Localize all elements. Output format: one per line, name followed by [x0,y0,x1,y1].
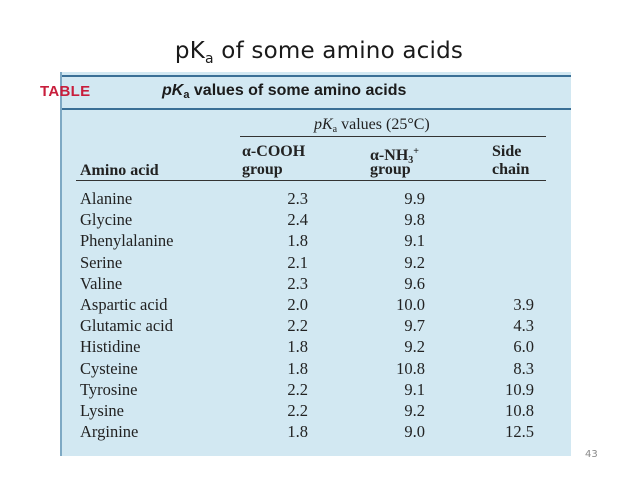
amino-acid-name: Valine [80,273,123,293]
cooh-pka-value: 2.2 [287,316,308,336]
amino-acid-name: Phenylalanine [80,231,174,251]
figure-top-rule [62,75,571,77]
nh3-pka-value: 9.7 [404,316,425,336]
group-header-rule [240,136,546,137]
column-header-side-line1: Side [492,143,522,160]
cooh-pka-value: 2.2 [287,400,308,420]
table-row [62,231,571,252]
table-caption-subscript: a [183,89,190,101]
table-row [62,359,571,380]
cooh-pka-value: 2.2 [287,379,308,399]
amino-acid-name: Glycine [80,210,133,230]
slide-page-number: 43 [585,449,598,460]
amino-acid-name: Tyrosine [80,379,138,399]
side-chain-pka-value: 3.9 [513,294,534,314]
nh3-pka-value: 9.1 [404,379,425,399]
amino-acid-name: Aspartic acid [80,294,168,314]
table-row [62,253,571,274]
side-chain-pka-value: 4.3 [513,316,534,336]
cooh-pka-value: 1.8 [287,422,308,442]
cooh-pka-value: 2.1 [287,252,308,272]
amino-acid-name: Serine [80,252,123,272]
column-header-side-line2: chain [492,161,530,178]
slide-title [0,38,638,67]
cooh-pka-value: 2.3 [287,189,308,208]
figure-header-rule [62,108,571,110]
nh3-pka-value: 9.9 [404,189,425,208]
table-caption [162,82,406,101]
nh3-pka-value: 9.8 [404,210,425,230]
table-row [62,274,571,295]
column-header-cooh-line1: α-COOH [242,143,306,160]
figure-header [40,81,571,105]
column-header-nh3-prefix: α-NH [370,147,409,164]
side-chain-pka-value: 10.9 [505,379,534,399]
column-header-rule [76,180,546,181]
amino-acid-name: Histidine [80,337,141,357]
side-chain-pka-value: 8.3 [513,358,534,378]
column-header-nh3-line2: group [370,161,411,178]
cooh-pka-value: 1.8 [287,231,308,251]
cooh-pka-value: 1.8 [287,358,308,378]
column-header-nh3-superscript: + [413,146,419,157]
slide-title-main: pK [174,38,206,64]
pka-group-header-rest: values (25°C) [337,116,430,133]
nh3-pka-value: 9.0 [404,422,425,442]
table-row [62,380,571,401]
nh3-pka-value: 9.2 [404,252,425,272]
pka-group-header-subscript: a [332,124,338,135]
table-row [62,189,571,210]
amino-acid-name: Glutamic acid [80,316,174,336]
table-caption-rest: values of some amino acids [189,82,407,99]
nh3-pka-value: 9.2 [404,400,425,420]
amino-acid-name: Arginine [80,422,139,442]
column-header-nh3-subscript: 3 [408,155,414,166]
side-chain-pka-value: 6.0 [513,337,534,357]
nh3-pka-value: 9.6 [404,273,425,293]
table-row [62,210,571,231]
cooh-pka-value: 2.3 [287,273,308,293]
cooh-pka-value: 2.4 [287,210,308,230]
amino-acid-name: Lysine [80,400,124,420]
table-row [62,401,571,422]
table-body [62,189,571,443]
amino-acid-name: Cysteine [80,358,138,378]
nh3-pka-value: 10.8 [396,358,425,378]
side-chain-pka-value: 10.8 [505,400,534,420]
nh3-pka-value: 9.1 [404,231,425,251]
table-row [62,295,571,316]
column-header-cooh-line2: group [242,161,283,178]
column-header-amino-acid: Amino acid [80,162,159,179]
nh3-pka-value: 9.2 [404,337,425,357]
table-tag: TABLE [40,83,91,100]
table-caption-main: pK [162,82,184,99]
side-chain-pka-value: 12.5 [505,422,534,442]
table-figure [40,72,571,456]
amino-acid-name: Alanine [80,189,133,208]
pka-group-header-main: pK [314,116,333,133]
cooh-pka-value: 1.8 [287,337,308,357]
nh3-pka-value: 10.0 [396,294,425,314]
cooh-pka-value: 2.0 [287,294,308,314]
table-row [62,422,571,443]
slide-title-rest: of some amino acids [213,38,464,64]
slide-title-subscript: a [205,51,214,67]
table-row [62,316,571,337]
table-row [62,337,571,358]
